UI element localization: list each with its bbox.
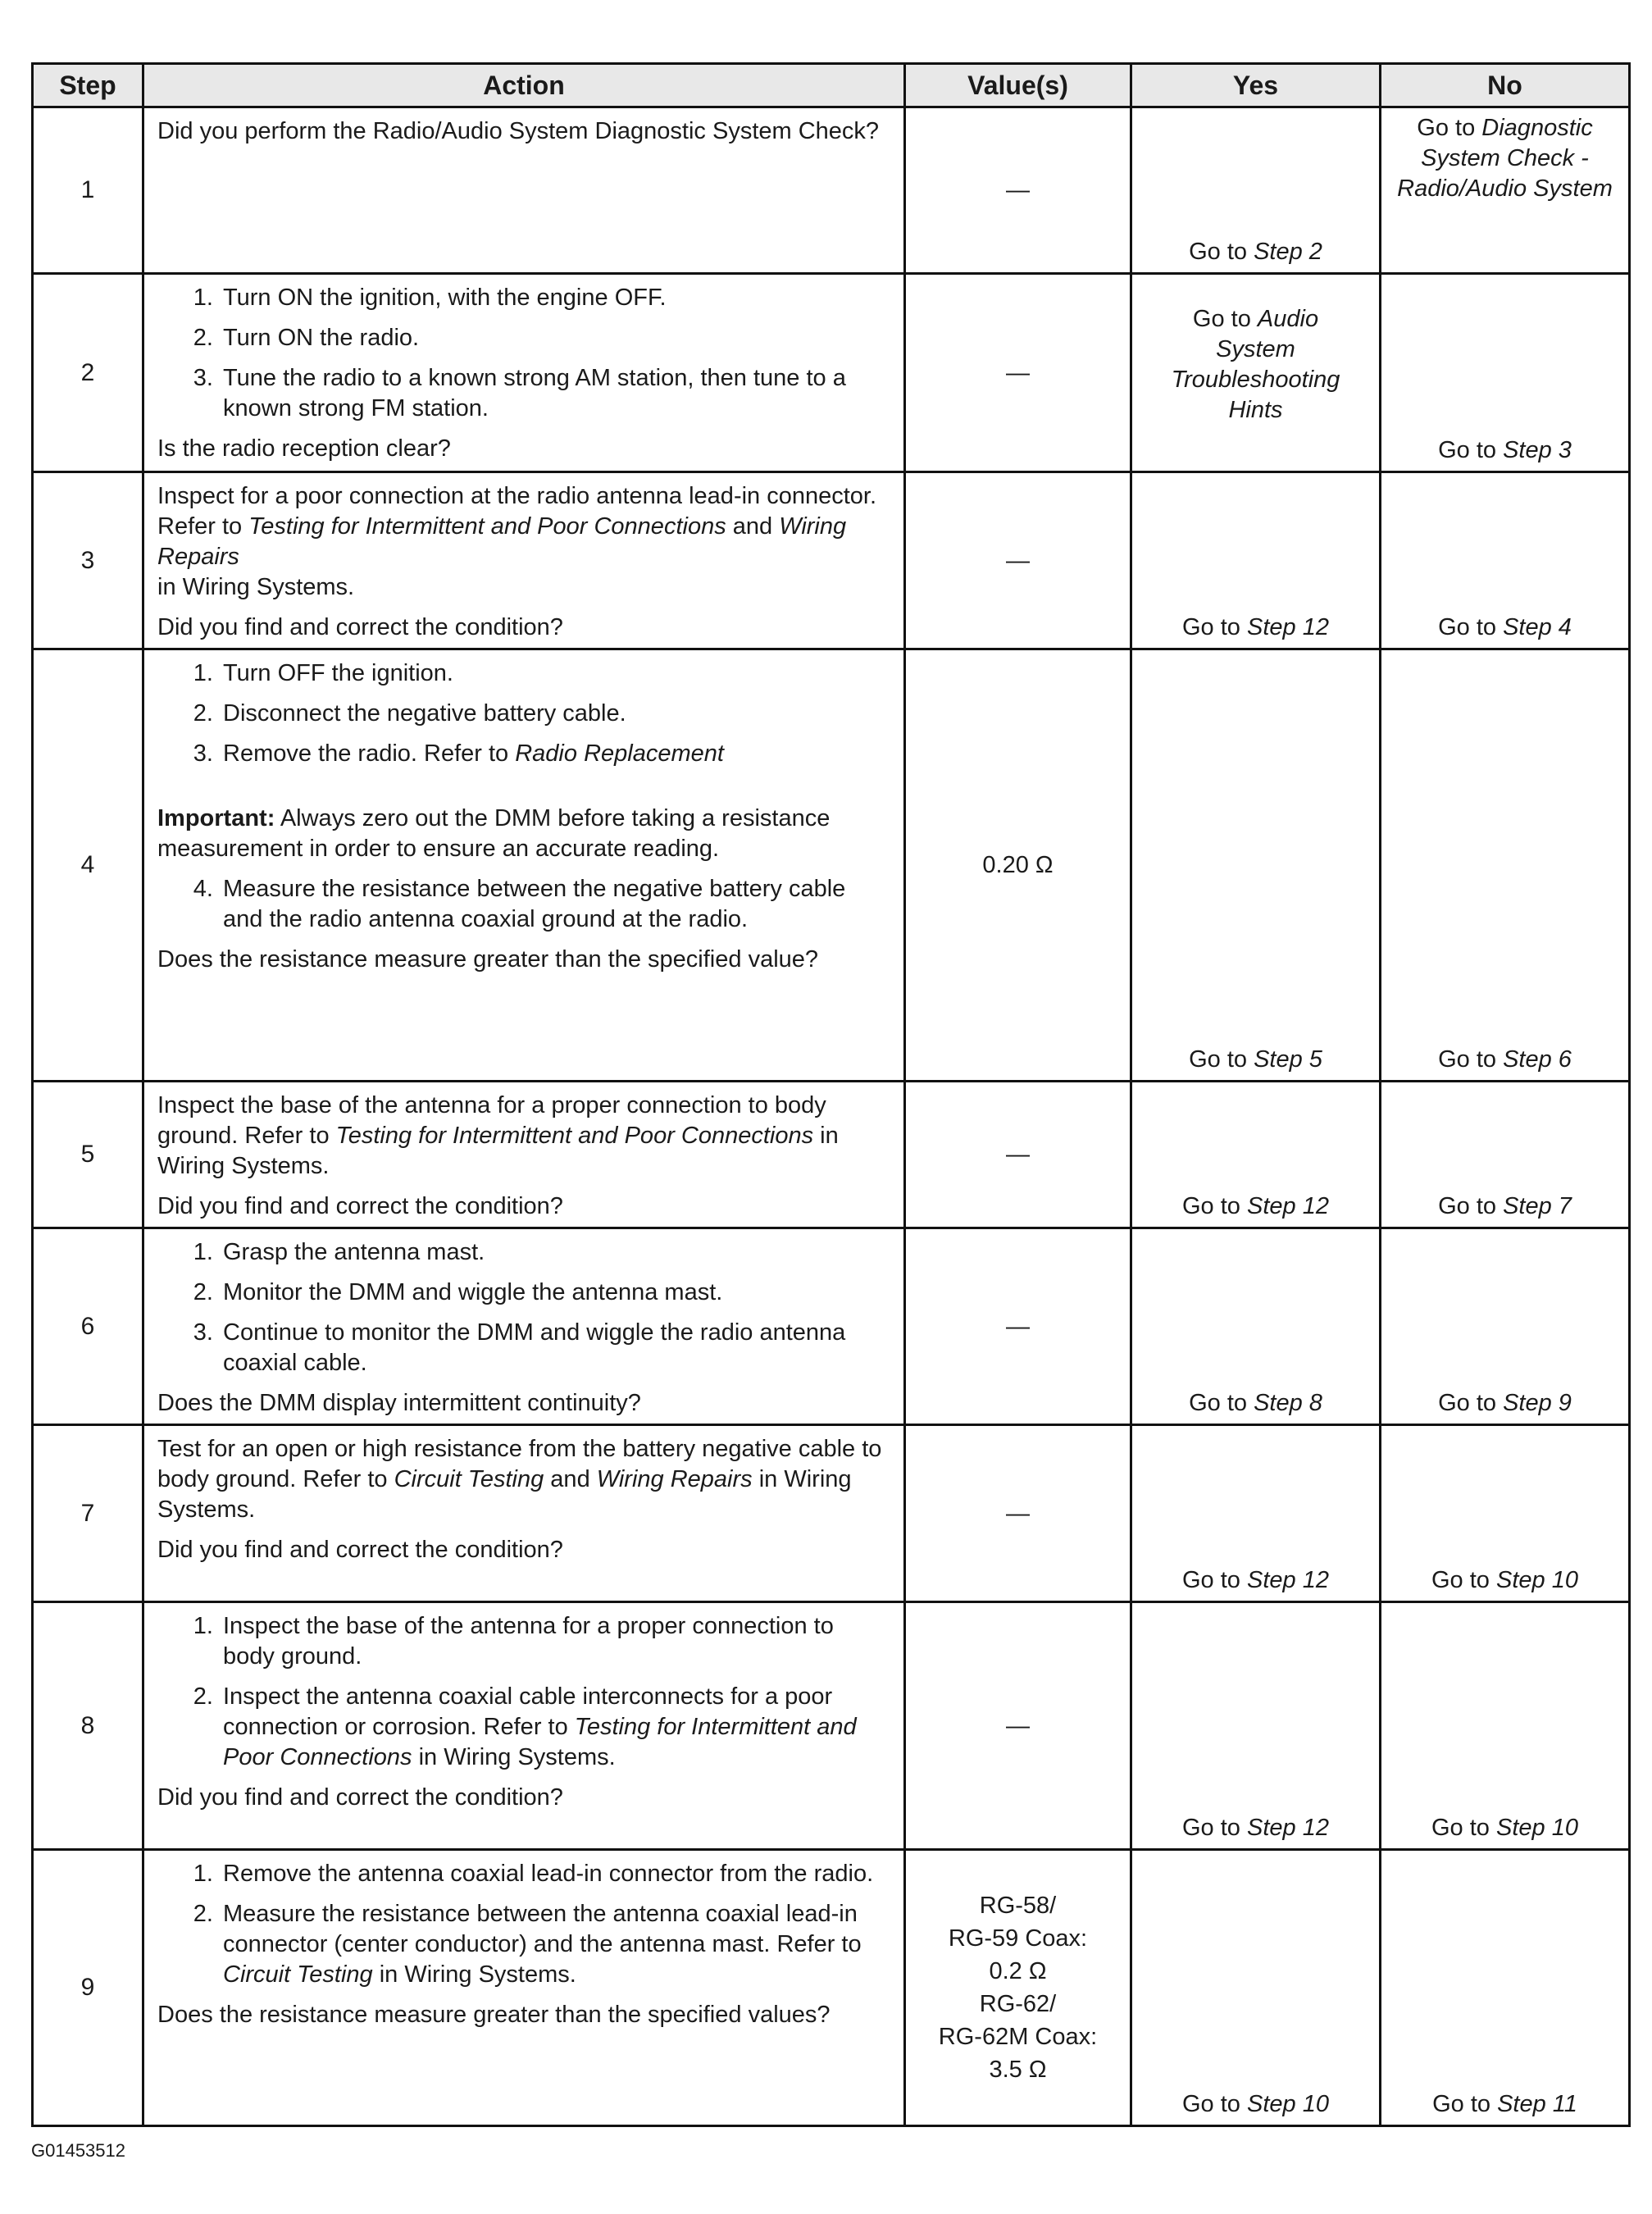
yes-text: Go to Step 12 bbox=[1182, 614, 1329, 640]
list-item: 2. Monitor the DMM and wiggle the antenna mast. bbox=[220, 1278, 890, 1308]
value-cell: — bbox=[905, 107, 1131, 274]
action-cell bbox=[143, 107, 905, 274]
list-item: 3. Tune the radio to a known strong AM station, then tune to a known strong FM station. bbox=[220, 363, 890, 424]
table-row bbox=[33, 649, 1630, 1082]
action-list bbox=[157, 1237, 890, 1378]
no-cell bbox=[1381, 1850, 1630, 2126]
table-row bbox=[33, 472, 1630, 649]
action-cell bbox=[143, 472, 905, 649]
step-number: 2 bbox=[33, 274, 143, 472]
value-cell: — bbox=[905, 1228, 1131, 1425]
step-number: 8 bbox=[33, 1602, 143, 1850]
action-question: Does the resistance measure greater than the specified values? bbox=[157, 2002, 831, 2028]
action-question: Is the radio reception clear? bbox=[157, 435, 451, 462]
value-line: RG-62M Coax: bbox=[938, 2024, 1098, 2050]
yes-text: Go to Step 12 bbox=[1182, 1193, 1329, 1219]
value-cell: 0.20 Ω bbox=[905, 649, 1131, 1082]
yes-text: Go to Step 8 bbox=[1189, 1390, 1322, 1416]
table-row bbox=[33, 1425, 1630, 1602]
table-row bbox=[33, 1228, 1630, 1425]
no-text: Go to Diagnostic System Check - Radio/Audio System bbox=[1397, 115, 1613, 202]
yes-text: Go to Audio System Troubleshooting Hints bbox=[1171, 305, 1340, 423]
table-row bbox=[33, 1850, 1630, 2126]
header-values: Value(s) bbox=[905, 64, 1131, 107]
yes-text: Go to Step 12 bbox=[1182, 1815, 1329, 1841]
diagnostic-table bbox=[31, 62, 1631, 2127]
no-text: Go to Step 3 bbox=[1438, 437, 1572, 463]
value-cell: — bbox=[905, 274, 1131, 472]
no-text: Go to Step 9 bbox=[1438, 1390, 1572, 1416]
value-line: RG-62/ bbox=[979, 1991, 1057, 2017]
action-question: Does the resistance measure greater than the specified value? bbox=[157, 946, 819, 973]
step-number: 3 bbox=[33, 472, 143, 649]
list-item: 2. Inspect the antenna coaxial cable interconnects for a poor connection or corrosion. Refer to Testing for Intermittent and Poor Connections in Wiring Systems. bbox=[220, 1682, 890, 1773]
no-cell bbox=[1381, 107, 1630, 274]
action-text: Did you perform the Radio/Audio System Diagnostic System Check? bbox=[157, 118, 880, 144]
action-question: Did you find and correct the condition? bbox=[157, 1784, 563, 1811]
no-cell bbox=[1381, 1602, 1630, 1850]
table-row bbox=[33, 107, 1630, 274]
list-item: 3. Remove the radio. Refer to Radio Replacement bbox=[220, 739, 890, 769]
figure-id: G01453512 bbox=[31, 2140, 125, 2161]
step-number: 5 bbox=[33, 1082, 143, 1228]
important-note: Important: Always zero out the DMM before taking a resistance measurement in order to ensure an accurate reading. bbox=[157, 805, 831, 862]
step-number: 4 bbox=[33, 649, 143, 1082]
yes-cell bbox=[1131, 1850, 1381, 2126]
action-question: Did you find and correct the condition? bbox=[157, 614, 563, 640]
table-row bbox=[33, 1602, 1630, 1850]
yes-cell bbox=[1131, 1228, 1381, 1425]
action-cell bbox=[143, 1425, 905, 1602]
no-cell bbox=[1381, 1082, 1630, 1228]
no-text: Go to Step 10 bbox=[1431, 1567, 1578, 1593]
value-line: 0.2 Ω bbox=[989, 1958, 1047, 1984]
no-text: Go to Step 10 bbox=[1431, 1815, 1578, 1841]
action-list bbox=[157, 658, 890, 769]
action-list bbox=[157, 283, 890, 424]
no-cell bbox=[1381, 1425, 1630, 1602]
header-action: Action bbox=[143, 64, 905, 107]
step-number: 9 bbox=[33, 1850, 143, 2126]
action-question: Did you find and correct the condition? bbox=[157, 1193, 563, 1219]
table-row bbox=[33, 274, 1630, 472]
action-cell bbox=[143, 649, 905, 1082]
action-question: Does the DMM display intermittent continuity? bbox=[157, 1390, 641, 1416]
step-number: 1 bbox=[33, 107, 143, 274]
action-cell bbox=[143, 1602, 905, 1850]
list-item: 4. Measure the resistance between the negative battery cable and the radio antenna coaxial ground at the radio. bbox=[220, 874, 890, 935]
value-line: RG-58/ bbox=[979, 1893, 1057, 1919]
value-cell: — bbox=[905, 1082, 1131, 1228]
step-number: 6 bbox=[33, 1228, 143, 1425]
table-header-row bbox=[33, 64, 1630, 107]
no-cell bbox=[1381, 1228, 1630, 1425]
yes-text: Go to Step 10 bbox=[1182, 2091, 1329, 2117]
value-cell bbox=[905, 1850, 1131, 2126]
no-cell bbox=[1381, 274, 1630, 472]
yes-cell bbox=[1131, 649, 1381, 1082]
action-question: Did you find and correct the condition? bbox=[157, 1537, 563, 1563]
list-item: 1. Inspect the base of the antenna for a proper connection to body ground. bbox=[220, 1611, 890, 1672]
yes-cell bbox=[1131, 274, 1381, 472]
yes-text: Go to Step 2 bbox=[1189, 239, 1322, 265]
header-step: Step bbox=[33, 64, 143, 107]
list-item: 1. Remove the antenna coaxial lead-in connector from the radio. bbox=[220, 1859, 890, 1889]
action-cell bbox=[143, 1850, 905, 2126]
action-list bbox=[157, 874, 890, 935]
yes-text: Go to Step 5 bbox=[1189, 1046, 1322, 1073]
action-text: Inspect the base of the antenna for a proper connection to body ground. Refer to Testing for Intermittent and Poor Connections in Wiring Systems. bbox=[157, 1092, 839, 1179]
no-text: Go to Step 11 bbox=[1432, 2091, 1577, 2117]
no-text: Go to Step 6 bbox=[1438, 1046, 1572, 1073]
action-text: Test for an open or high resistance from the battery negative cable to body ground. Refer to Circuit Testing and Wiring Repairs in Wiring Systems. bbox=[157, 1436, 882, 1523]
list-item: 1. Grasp the antenna mast. bbox=[220, 1237, 890, 1268]
step-number: 7 bbox=[33, 1425, 143, 1602]
yes-cell bbox=[1131, 1602, 1381, 1850]
yes-cell bbox=[1131, 472, 1381, 649]
value-cell: — bbox=[905, 472, 1131, 649]
action-cell bbox=[143, 274, 905, 472]
list-item: 1. Turn OFF the ignition. bbox=[220, 658, 890, 689]
no-text: Go to Step 4 bbox=[1438, 614, 1572, 640]
list-item: 2. Turn ON the radio. bbox=[220, 323, 890, 353]
no-cell bbox=[1381, 649, 1630, 1082]
action-text: Inspect for a poor connection at the radio antenna lead-in connector. Refer to Testing for Intermittent and Poor Connections and Wiring Repairs in Wiring Systems. bbox=[157, 483, 877, 600]
value-line: RG-59 Coax: bbox=[948, 1925, 1088, 1952]
yes-cell bbox=[1131, 1425, 1381, 1602]
action-list bbox=[157, 1859, 890, 1990]
yes-cell bbox=[1131, 107, 1381, 274]
list-item: 1. Turn ON the ignition, with the engine OFF. bbox=[220, 283, 890, 313]
value-line: 3.5 Ω bbox=[989, 2057, 1047, 2083]
header-no: No bbox=[1381, 64, 1630, 107]
list-item: 2. Disconnect the negative battery cable. bbox=[220, 699, 890, 729]
value-cell: — bbox=[905, 1425, 1131, 1602]
action-list bbox=[157, 1611, 890, 1773]
yes-cell bbox=[1131, 1082, 1381, 1228]
header-yes: Yes bbox=[1131, 64, 1381, 107]
action-cell bbox=[143, 1228, 905, 1425]
action-cell bbox=[143, 1082, 905, 1228]
table-row bbox=[33, 1082, 1630, 1228]
no-cell bbox=[1381, 472, 1630, 649]
yes-text: Go to Step 12 bbox=[1182, 1567, 1329, 1593]
list-item: 3. Continue to monitor the DMM and wiggle the radio antenna coaxial cable. bbox=[220, 1318, 890, 1378]
list-item: 2. Measure the resistance between the antenna coaxial lead-in connector (center conductor) and the antenna mast. Refer to Circuit Testing in Wiring Systems. bbox=[220, 1899, 890, 1990]
no-text: Go to Step 7 bbox=[1438, 1193, 1572, 1219]
value-cell: — bbox=[905, 1602, 1131, 1850]
